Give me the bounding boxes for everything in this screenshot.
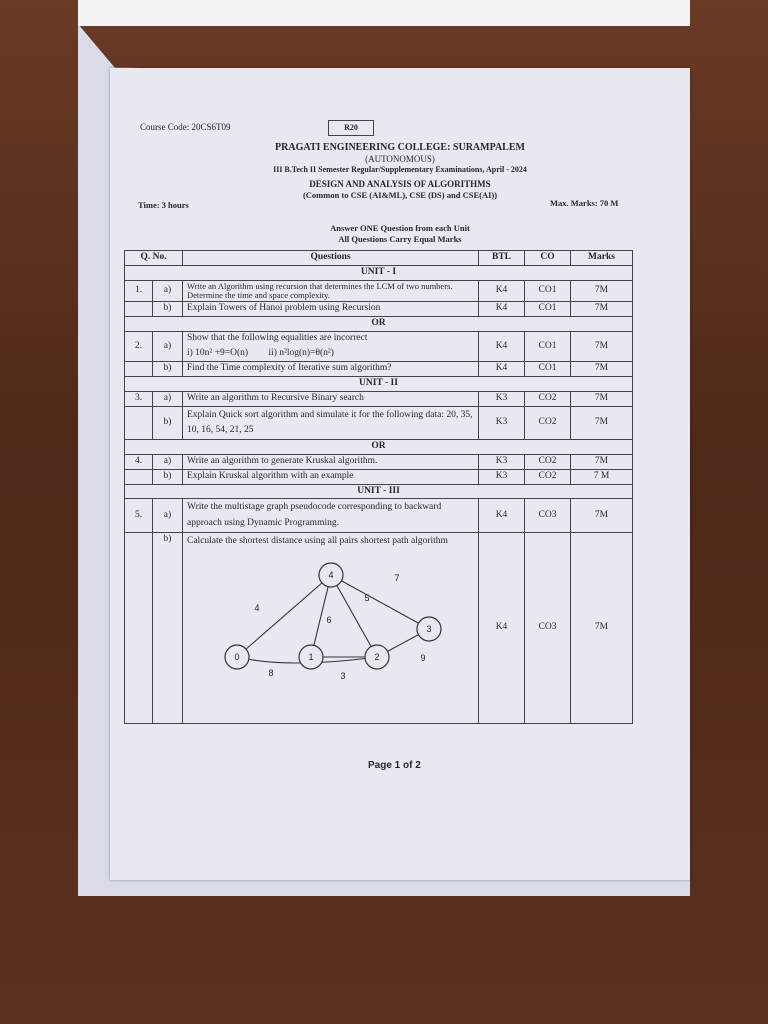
course-outcome: CO1 (525, 361, 571, 376)
graph-edge-weight: 8 (268, 668, 274, 678)
question-text: Write an Algorithm using recursion that determines the LCM of two numbers. Determine the time and space complexity. (183, 280, 479, 302)
question-part: a) (153, 391, 183, 406)
next-page-edge (78, 0, 690, 26)
question-part: b) (153, 532, 183, 723)
btl-level: K4 (479, 532, 525, 723)
question-text-main: Calculate the shortest distance using all pairs shortest path algorithm (187, 535, 448, 546)
table-row (125, 499, 633, 532)
marks: 7M (571, 391, 633, 406)
common-to: (Common to CSE (AI&ML), CSE (DS) and CSE(AI)) (302, 190, 498, 200)
question-text: Explain Towers of Hanoi problem using Recursion (183, 302, 479, 317)
course-outcome: CO2 (525, 454, 571, 469)
question-number (125, 406, 153, 439)
course-outcome: CO1 (525, 332, 571, 362)
time-label: Time: 3 hours (138, 200, 189, 210)
question-text: Write the multistage graph pseudocode corresponding to backward approach using Dynamic Programming. (183, 499, 479, 532)
table-row (125, 391, 633, 406)
course-code: Course Code: 20CS6T09 (140, 122, 231, 132)
btl-level: K4 (479, 499, 525, 532)
or-separator-row (125, 439, 633, 454)
autonomous-label: (AUTONOMOUS) (365, 154, 435, 164)
header-co: CO (525, 251, 571, 266)
marks: 7M (571, 332, 633, 362)
question-part: a) (153, 454, 183, 469)
graph-node-label: 1 (308, 652, 314, 662)
question-part: b) (153, 361, 183, 376)
question-number: 1. (125, 280, 153, 302)
table-row (125, 469, 633, 484)
unit-heading: UNIT - II (125, 376, 633, 391)
equalities-line (187, 348, 474, 360)
marks: 7 M (571, 469, 633, 484)
question-number (125, 361, 153, 376)
btl-level: K3 (479, 469, 525, 484)
btl-level: K4 (479, 302, 525, 317)
graph-edge-weight: 5 (364, 593, 370, 603)
question-part: a) (153, 499, 183, 532)
unit-heading-row (125, 265, 633, 280)
graph-node-label: 0 (234, 652, 240, 662)
question-number (125, 469, 153, 484)
marks: 7M (571, 454, 633, 469)
unit-heading-row (125, 484, 633, 499)
question-text (183, 332, 479, 362)
question-part: b) (153, 406, 183, 439)
question-text: Write an algorithm to generate Kruskal algorithm. (183, 454, 479, 469)
course-outcome: CO2 (525, 391, 571, 406)
or-label: OR (125, 439, 633, 454)
marks: 7M (571, 532, 633, 723)
btl-level: K3 (479, 391, 525, 406)
header-marks: Marks (571, 251, 633, 266)
weighted-graph-diagram (187, 551, 467, 681)
graph-edge-weight: 4 (254, 603, 260, 613)
btl-level: K3 (479, 406, 525, 439)
btl-level: K3 (479, 454, 525, 469)
table-row (125, 406, 633, 439)
graph-edge-weight: 3 (340, 671, 346, 681)
question-part: b) (153, 469, 183, 484)
btl-level: K4 (479, 332, 525, 362)
instruction-two: All Questions Carry Equal Marks (338, 234, 462, 244)
unit-heading: UNIT - III (125, 484, 633, 499)
unit-heading: UNIT - I (125, 265, 633, 280)
question-number: 5. (125, 499, 153, 532)
table-row (125, 454, 633, 469)
question-text: Explain Kruskal algorithm with an example (183, 469, 479, 484)
max-marks-label: Max. Marks: 70 M (550, 198, 619, 208)
btl-level: K4 (479, 361, 525, 376)
equality-one: i) 10n² +9=O(n) (187, 348, 249, 359)
course-outcome: CO3 (525, 499, 571, 532)
question-text: Explain Quick sort algorithm and simulate it for the following data: 20, 35, 10, 16, 54, 21, 25 (183, 406, 479, 439)
course-outcome: CO2 (525, 469, 571, 484)
college-name: PRAGATI ENGINEERING COLLEGE: SURAMPALEM (275, 142, 525, 153)
question-text (183, 532, 479, 723)
question-number (125, 532, 153, 723)
table-header-row (125, 251, 633, 266)
table-row (125, 361, 633, 376)
question-part: a) (153, 280, 183, 302)
table-row (125, 532, 633, 723)
question-text: Find the Time complexity of Iterative sum algorithm? (183, 361, 479, 376)
instruction-one: Answer ONE Question from each Unit (330, 223, 470, 233)
graph-edge (237, 575, 331, 657)
question-text-main: Show that the following equalities are incorrect (187, 333, 368, 344)
header-btl: BTL (479, 251, 525, 266)
subject-title: DESIGN AND ANALYSIS OF ALGORITHMS (309, 179, 491, 189)
questions-table (124, 250, 633, 724)
graph-edge-weight: 7 (394, 573, 400, 583)
course-outcome: CO3 (525, 532, 571, 723)
marks: 7M (571, 280, 633, 302)
unit-heading-row (125, 376, 633, 391)
marks: 7M (571, 302, 633, 317)
header-questions: Questions (183, 251, 479, 266)
course-outcome: CO2 (525, 406, 571, 439)
marks: 7M (571, 406, 633, 439)
question-number: 4. (125, 454, 153, 469)
question-number (125, 302, 153, 317)
btl-level: K4 (479, 280, 525, 302)
question-text: Write an algorithm to Recursive Binary search (183, 391, 479, 406)
graph-edge-weight: 6 (326, 615, 332, 625)
table-row (125, 302, 633, 317)
graph-node-label: 2 (374, 652, 380, 662)
graph-node-label: 4 (328, 570, 334, 580)
graph-node-label: 3 (426, 624, 432, 634)
table-row (125, 332, 633, 362)
marks: 7M (571, 361, 633, 376)
regulation-box: R20 (328, 120, 374, 136)
page-number: Page 1 of 2 (368, 760, 421, 771)
exam-title: III B.Tech II Semester Regular/Supplementary Examinations, April - 2024 (273, 165, 527, 174)
question-number: 3. (125, 391, 153, 406)
course-outcome: CO1 (525, 302, 571, 317)
or-separator-row (125, 317, 633, 332)
equality-two: ii) n²log(n)=θ(n²) (268, 348, 334, 359)
graph-edge-weight: 9 (420, 653, 426, 663)
question-part: a) (153, 332, 183, 362)
question-number: 2. (125, 332, 153, 362)
or-label: OR (125, 317, 633, 332)
marks: 7M (571, 499, 633, 532)
course-outcome: CO1 (525, 280, 571, 302)
exam-paper (110, 68, 690, 880)
question-part: b) (153, 302, 183, 317)
header-qno: Q. No. (125, 251, 183, 266)
table-row (125, 280, 633, 302)
